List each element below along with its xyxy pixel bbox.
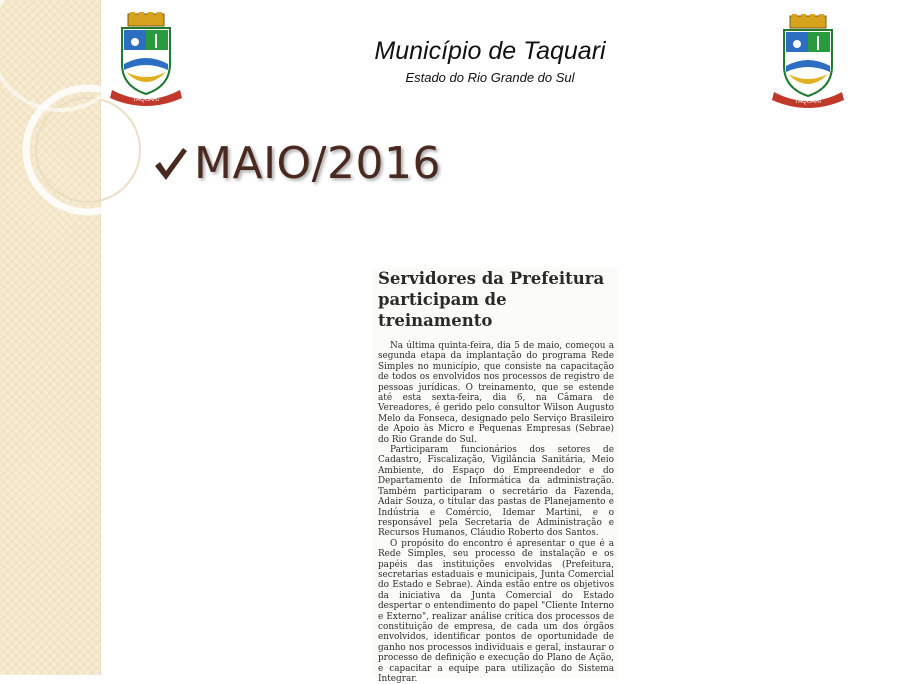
clipping-headline-line2: participam de treinamento	[378, 290, 507, 330]
clipping-body	[372, 337, 618, 684]
coat-of-arms-left	[106, 12, 186, 107]
state-subtitle: Estado do Rio Grande do Sul	[405, 70, 575, 85]
coat-of-arms-right	[768, 14, 848, 109]
newspaper-clipping	[372, 268, 618, 684]
clipping-paragraph: O propósito do encontro é apresentar o que é a Rede Simples, seu processo de instalação e os papéis das instituições envolvidas (Prefeitura, secretarias estaduais e municipais, Junta Comercial do Estado e Sebrae). Ainda estão entre os objetivos da iniciativa da Junta Comercial do Estado despertar o entendimento do papel "Cliente Interno e Externo", realizar análise crítica dos processos de constituição de empresa, de cada um dos órgãos envolvidos, identificar pontos de oportunidade de ganho nos processos individuais e geral, instaurar o processo de definição e execução do Plano de Ação, e capacitar a equipe para utilização do Sistema Integrar.	[378, 538, 614, 684]
slide-heading	[152, 138, 441, 189]
clipping-paragraph: Participaram funcionários dos setores de Cadastro, Fiscalização, Vigilância Sanitária, Meio Ambiente, do Espaço do Empreendedor e do Departamento de Informática da administração. Também participaram o secretário da Fazenda, Adair Souza, o titular das pastas de Planejamento e Indústria e Comércio, Idemar Martini, e o responsável pela Secretaria de Administração e Recursos Humanos, Cláudio Roberto dos Santos.	[378, 445, 614, 539]
clipping-headline	[372, 268, 618, 337]
svg-text:TAQUARI: TAQUARI	[132, 97, 160, 103]
clipping-paragraph: Na última quinta-feira, dia 5 de maio, começou a segunda etapa da implantação do programa Rede Simples no município, que consiste na capacitação de todos os envolvidos nos processos de registro de pessoas jurídicas. O treinamento, que se estende até esta sexta-feira, dia 6, na Câmara de Vereadores, é gerido pelo consultor Wilson Augusto Melo da Fonseca, designado pelo Serviço Brasileiro de Apoio às Micro e Pequenas Empresas (Sebrae) do Rio Grande do Sul.	[378, 341, 614, 445]
clipping-headline-line1: Servidores da Prefeitura	[378, 269, 605, 288]
municipality-title: Município de Taquari	[374, 37, 606, 65]
svg-text:TAQUARI: TAQUARI	[794, 99, 822, 105]
checkmark-icon	[152, 144, 188, 184]
slide-heading-text: MAIO/2016	[194, 138, 441, 189]
